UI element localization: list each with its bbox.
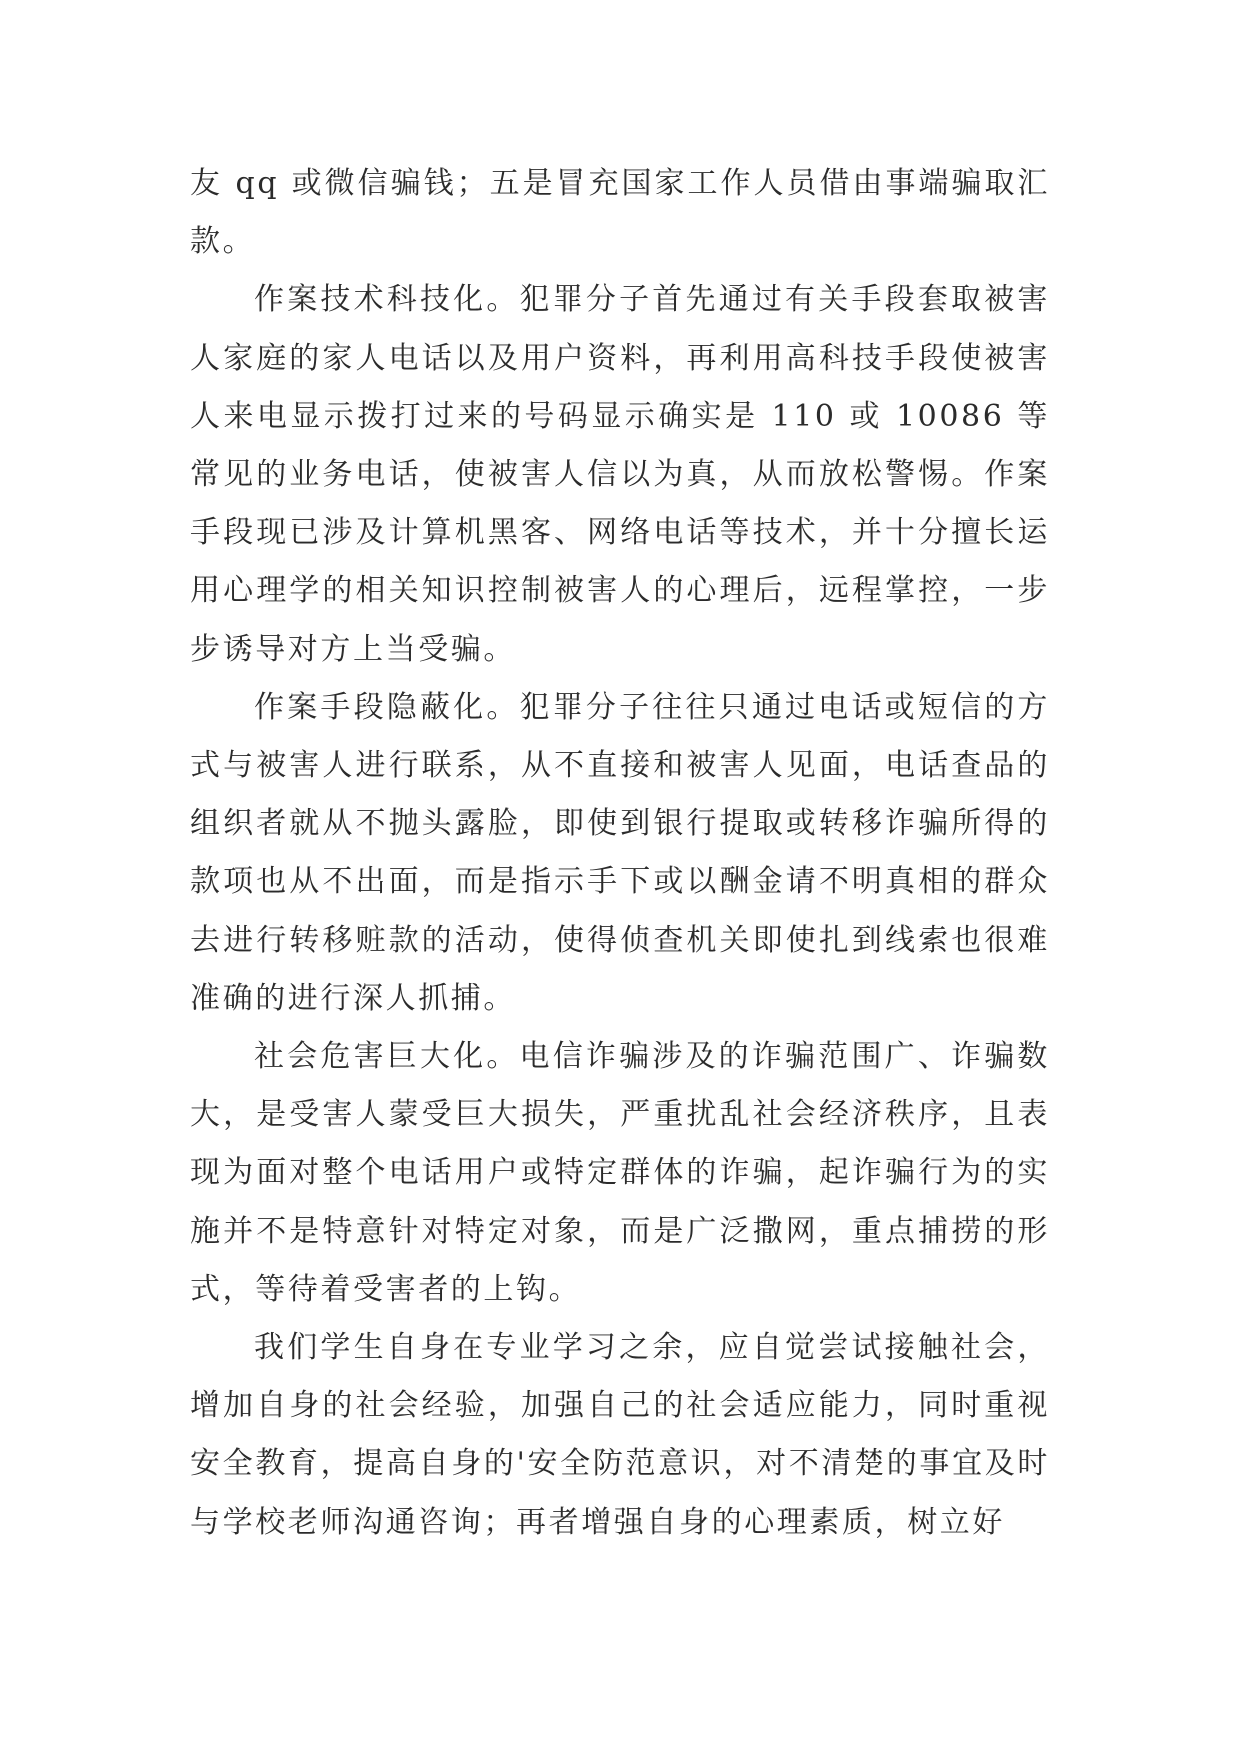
paragraph-4: 社会危害巨大化。电信诈骗涉及的诈骗范围广、诈骗数大，是受害人蒙受巨大损失，严重扰乱社会经济秩序，且表现为面对整个电话用户或特定群体的诈骗，起诈骗行为的实施并不是特意针对特定对象，而是广泛撒网，重点捕捞的形式，等待着受害者的上钩。 — [190, 1039, 1050, 1307]
paragraph-3: 作案手段隐蔽化。犯罪分子往往只通过电话或短信的方式与被害人进行联系，从不直接和被害人见面，电话查品的组织者就从不抛头露脸，即使到银行提取或转移诈骗所得的款项也从不出面，而是指示手下或以酬金请不明真相的群众去进行转移赃款的活动，使得侦查机关即使扎到线索也很难准确的进行深人抓捕。 — [190, 689, 1050, 1016]
document-body — [190, 155, 1050, 1552]
paragraph-5: 我们学生自身在专业学习之余，应自觉尝试接触社会，增加自身的社会经验，加强自己的社会适应能力，同时重视安全教育，提高自身的'安全防范意识，对不清楚的事宜及时与学校老师沟通咨询；再者增强自身的心理素质，树立好 — [190, 1330, 1050, 1540]
paragraph-1: 友 qq 或微信骗钱；五是冒充国家工作人员借由事端骗取汇款。 — [190, 166, 1050, 260]
paragraph-2: 作案技术科技化。犯罪分子首先通过有关手段套取被害人家庭的家人电话以及用户资料，再利用高科技手段使被害人来电显示拨打过来的号码显示确实是 110 或 10086 等常见的业务电话，使被害人信以为真，从而放松警惕。作案手段现已涉及计算机黑客、网络电话等技术，并十分擅长运用心理学的相关知识控制被害人的心理后，远程掌控，一步步诱导对方上当受骗。 — [190, 282, 1050, 667]
